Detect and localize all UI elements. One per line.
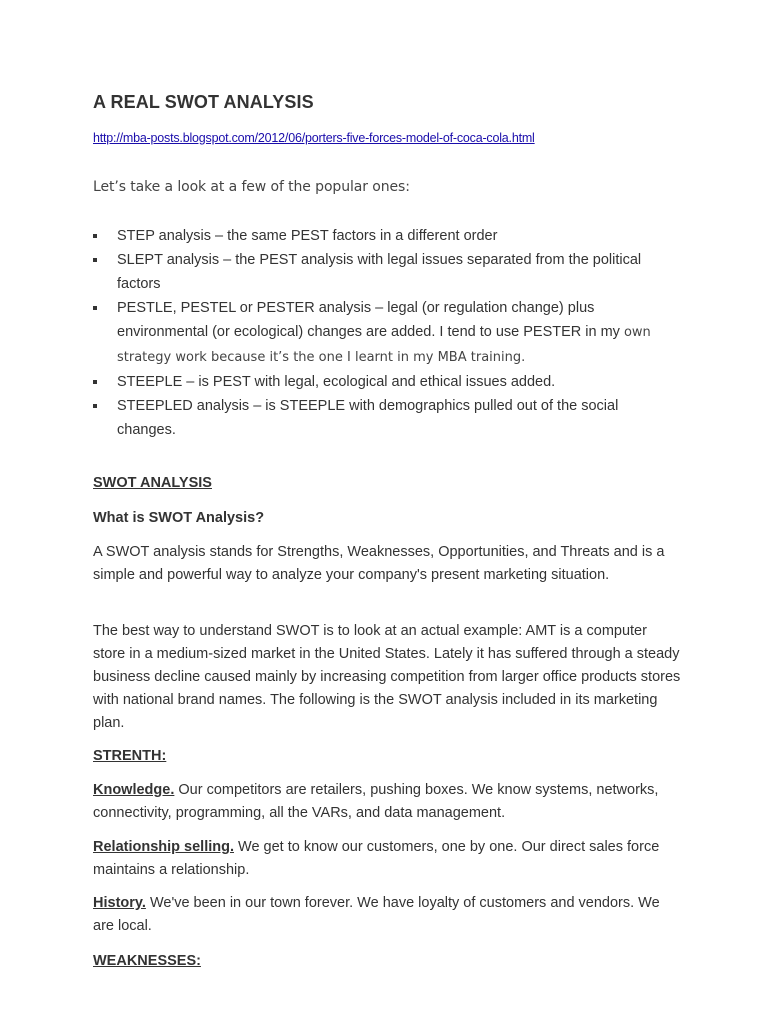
list-item-text-continued: own strategy work because it’s the one I learnt in my MBA training. xyxy=(117,325,651,365)
bullet-icon xyxy=(93,404,97,408)
list-item xyxy=(93,394,673,442)
bullet-icon xyxy=(93,380,97,384)
list-item xyxy=(93,370,673,394)
strength-label: Relationship selling. xyxy=(93,839,234,855)
weaknesses-heading: WEAKNESSES: xyxy=(93,953,201,969)
strength-text: Our competitors are retailers, pushing boxes. We know systems, networks, connectivity, programming, all the VARs, and data management. xyxy=(93,782,659,821)
document-title: A REAL SWOT ANALYSIS xyxy=(93,92,314,112)
strength-text: We've been in our town forever. We have loyalty of customers and vendors. We are local. xyxy=(93,895,660,934)
strength-label: History. xyxy=(93,895,146,911)
strength-text: We get to know our customers, one by one. Our direct sales force maintains a relationship. xyxy=(93,839,660,878)
bullet-icon xyxy=(93,306,97,310)
list-item xyxy=(93,224,673,248)
swot-example-paragraph: The best way to understand SWOT is to look at an actual example: AMT is a computer store in a medium-sized market in the United States. Lately it has suffered through a steady business decline caused mainly by increasing competition from larger office products stores with national brand names. The following is the SWOT analysis included in its marketing plan. xyxy=(93,623,681,731)
list-item-text: PESTLE, PESTEL or PESTER analysis – legal (or regulation change) plus environmental (or ecological) changes are added. I tend to use PESTER in my xyxy=(117,300,620,340)
analysis-variants-list xyxy=(93,224,673,442)
swot-definition-paragraph: A SWOT analysis stands for Strengths, Weaknesses, Opportunities, and Threats and is a simple and powerful way to analyze your company's present marketing situation. xyxy=(93,544,665,583)
list-item xyxy=(93,248,673,296)
strength-knowledge xyxy=(93,779,683,825)
list-item-text: STEP analysis – the same PEST factors in a different order xyxy=(117,228,498,244)
list-item-text: SLEPT analysis – the PEST analysis with legal issues separated from the political factors xyxy=(117,252,642,292)
swot-heading: SWOT ANALYSIS xyxy=(93,475,212,491)
what-is-swot-heading: What is SWOT Analysis? xyxy=(93,510,265,526)
strength-history xyxy=(93,892,683,938)
strength-label: Knowledge. xyxy=(93,782,175,798)
list-item-text: STEEPLE – is PEST with legal, ecological and ethical issues added. xyxy=(117,374,556,390)
bullet-icon xyxy=(93,258,97,262)
intro-text: Let’s take a look at a few of the popular ones: xyxy=(93,179,410,195)
source-link[interactable]: http://mba-posts.blogspot.com/2012/06/porters-five-forces-model-of-coca-cola.html xyxy=(93,131,535,145)
strength-heading: STRENTH: xyxy=(93,748,167,764)
list-item-text: STEEPLED analysis – is STEEPLE with demographics pulled out of the social changes. xyxy=(117,398,619,438)
list-item xyxy=(93,296,673,370)
bullet-icon xyxy=(93,234,97,238)
strength-relationship-selling xyxy=(93,836,683,882)
